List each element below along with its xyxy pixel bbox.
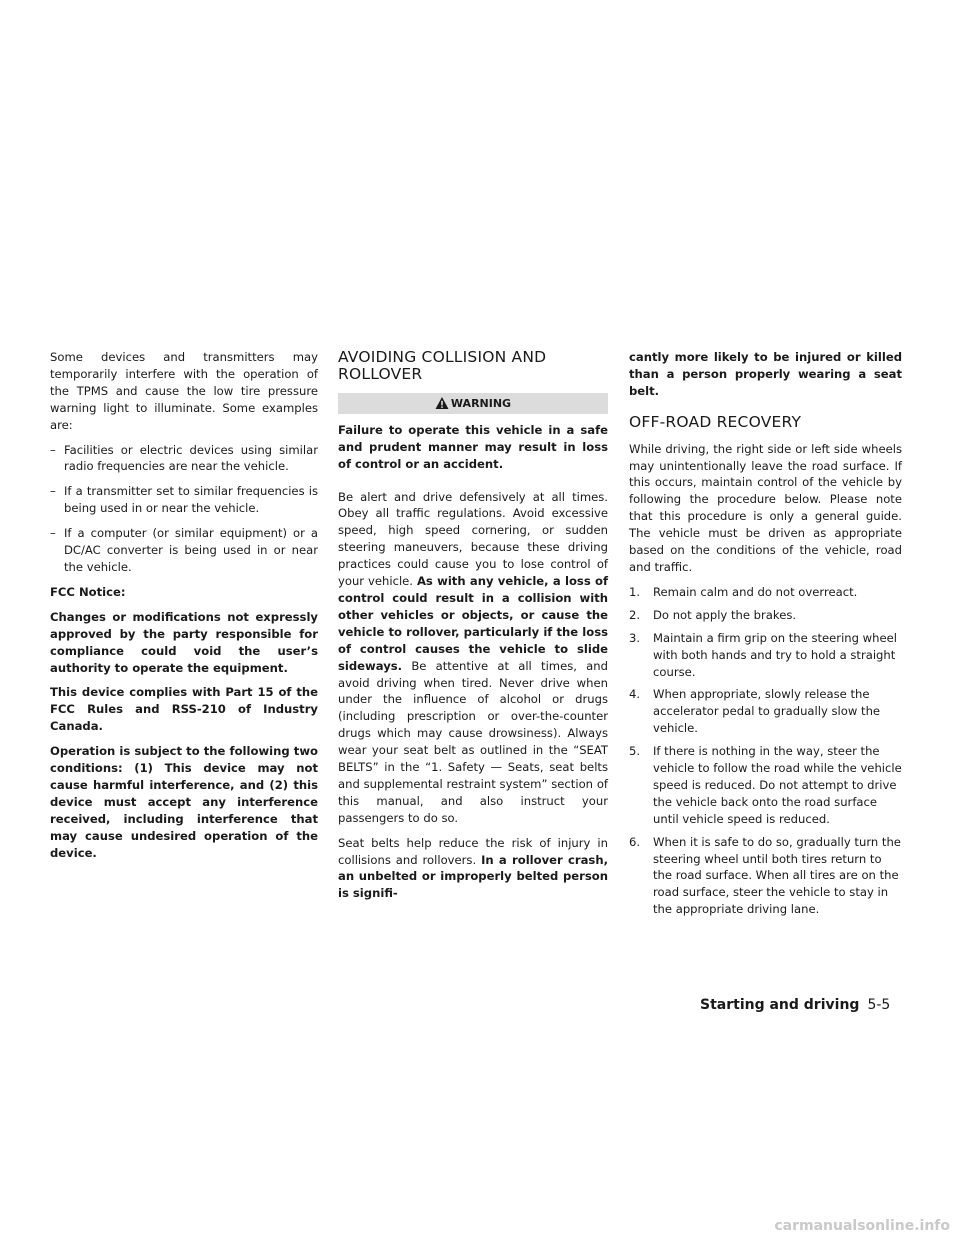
step-number: 1. [629, 584, 641, 599]
list-item [629, 584, 902, 601]
page-number: 5-5 [867, 997, 891, 1013]
bullet-text: If a computer (or similar equipment) or a DC/AC converter is being used in or near the vehicle. [64, 526, 318, 574]
tpms-intro: Some devices and transmitters may temporarily interfere with the operation of the TPMS and cause the low tire pressure warning light to illuminate. Some examples are: [50, 350, 318, 432]
fcc-notice-title: FCC Notice: [50, 584, 126, 599]
warning-label: WARNING [450, 396, 512, 410]
watermark: carmanualsonline.info [774, 1218, 950, 1234]
collision-text-b: As with any vehicle, a loss of control could result in a collision with other vehicles or objects, or cause the vehicle to rollover, particularly if the loss of control causes the vehicle to slide sideways. [338, 574, 609, 673]
fcc-operation-text: Operation is subject to the following two conditions: (1) This device may not cause harmful interference, and (2) this device must accept any interference received, including interference that may cause undesired operation of the device. [50, 744, 318, 860]
collision-text-a: Be alert and drive defensively at all times. Obey all traffic regulations. Avoid excessive speed, high speed cornering, or sudden steering maneuvers, because these driving practices could cause you to lose control of your vehicle. [338, 489, 608, 589]
seatbelt-text-a: Seat belts help reduce the risk of injury in collisions and rollovers. [338, 835, 608, 867]
offroad-intro: While driving, the right side or left side wheels may unintentionally leave the road surface. If this occurs, maintain control of the vehicle by following the procedure below. Please note that this procedure is only a general guide. The vehicle must be driven as appropriate based on the conditions of the vehicle, road and traffic. [629, 441, 902, 574]
fcc-changes-text: Changes or modifications not expressly approved by the party responsible for compliance could void the user’s authority to operate the equipment. [50, 609, 318, 675]
step-text: Do not apply the brakes. [653, 607, 797, 622]
warning-triangle-icon [435, 396, 449, 410]
step-number: 2. [629, 607, 641, 622]
seatbelt-paragraph [338, 835, 608, 903]
bullet-text: Facilities or electric devices using similar radio frequencies are near the vehicle. [64, 442, 318, 474]
bullet-item [50, 483, 318, 517]
section-heading-collision: AVOIDING COLLISION AND ROLLOVER [338, 348, 547, 383]
list-item [629, 834, 902, 919]
seatbelt-continuation: cantly more likely to be injured or killed than a person properly wearing a seat belt. [629, 350, 902, 398]
section-heading-offroad: OFF-ROAD RECOVERY [629, 412, 802, 431]
left-column [50, 349, 318, 869]
bullet-marker: – [50, 442, 56, 457]
warning-header [338, 393, 608, 414]
bullet-item [50, 442, 318, 476]
step-text: When it is safe to do so, gradually turn the steering wheel until both tires return to the road surface. When all tires are on the road surface, steer the vehicle to stay in the appropriate driving lane. [653, 834, 901, 917]
collision-paragraph [338, 489, 608, 827]
warning-box [338, 393, 608, 473]
warning-text: Failure to operate this vehicle in a safe and prudent manner may result in loss of control or an accident. [338, 422, 608, 471]
step-text: When appropriate, slowly release the accelerator pedal to gradually slow the vehicle. [653, 687, 881, 736]
footer-section-title: Starting and driving [700, 997, 860, 1013]
step-text: If there is nothing in the way, steer the vehicle to follow the road while the vehicle speed is reduced. Do not attempt to drive the vehicle back onto the road surface until vehicle speed is reduced. [653, 744, 902, 826]
step-number: 6. [629, 834, 641, 849]
fcc-complies-text: This device complies with Part 15 of the FCC Rules and RSS-210 of Industry Canada. [50, 685, 318, 734]
bullet-item [50, 525, 318, 576]
page-footer [700, 997, 890, 1013]
list-item [629, 630, 902, 681]
middle-column [338, 349, 608, 910]
seatbelt-text-b: In a rollover crash, an unbelted or improperly belted person is signifi- [338, 852, 608, 901]
step-number: 3. [629, 630, 641, 645]
list-item [629, 686, 902, 737]
step-text: Maintain a firm grip on the steering wheel with both hands and try to hold a straight course. [653, 630, 897, 679]
step-number: 5. [629, 744, 641, 759]
bullet-text: If a transmitter set to similar frequencies is being used in or near the vehicle. [64, 484, 318, 516]
list-item [629, 607, 902, 624]
list-item [629, 743, 902, 828]
step-number: 4. [629, 687, 641, 702]
bullet-marker: – [50, 484, 56, 499]
step-text: Remain calm and do not overreact. [653, 584, 858, 599]
bullet-marker: – [50, 526, 56, 541]
right-column [629, 349, 902, 924]
collision-text-c: Be attentive at all times, and avoid driving when tired. Never drive when under the influence of alcohol or drugs (including prescription or over-the-counter drugs which may cause drowsiness). Always wear your seat belt as outlined in the “SEAT BELTS” in the “1. Safety — Seats, seat belts and supplemental restraint system” section of this manual, and also instruct your passengers to do so. [338, 658, 608, 825]
